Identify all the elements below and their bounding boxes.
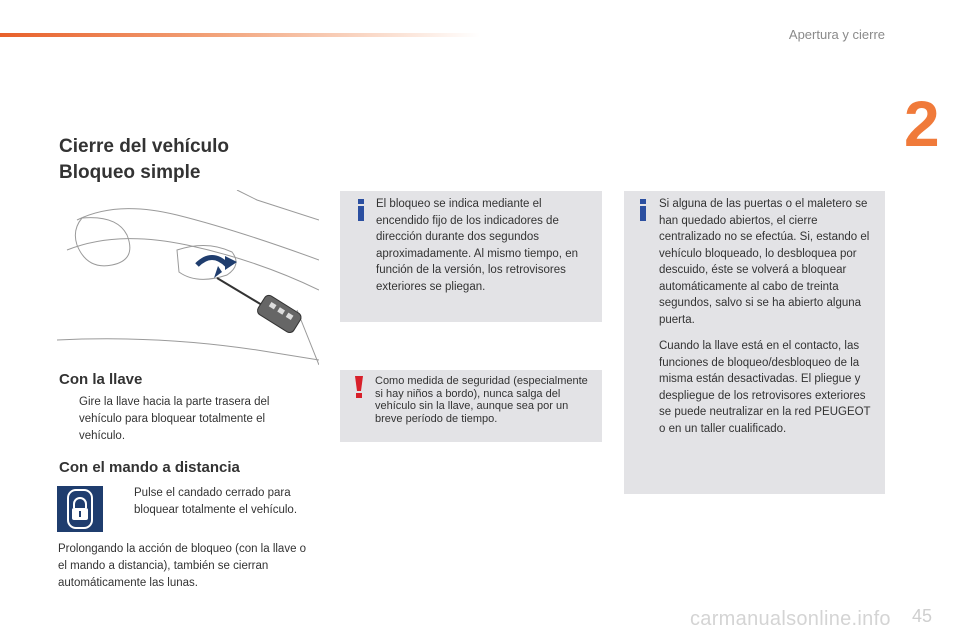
page-title [59,134,229,186]
info-icon [353,199,369,221]
watermark: carmanualsonline.info [690,608,891,630]
bullet-con-mando: Pulse el candado cerrado para bloquear totalmente el vehículo. [134,487,298,516]
info-box-bloqueo: El bloqueo se indica mediante el encendido fijo de los indicadores de dirección durante dos segundos aproximadamente. Al mismo tiempo, en función de la versión, los retrovisores exteriores se pliegan. [340,191,602,322]
title-line-1: Cierre del vehículo [59,136,230,157]
lock-button-icon [57,486,103,532]
section-header: Apertura y cierre [788,27,885,42]
paragraph-prolongando: Prolongando la acción de bloqueo (con la llave o el mando a distancia), también se cierran automáticamente las lunas. [58,543,307,589]
info-icon [635,199,651,221]
top-accent-bar [0,33,480,37]
heading-con-mando: Con el mando a distancia [59,459,240,476]
title-line-2: Bloqueo simple [59,162,201,183]
padlock-icon [57,486,103,532]
warning-icon [351,376,367,398]
heading-con-llave: Con la llave [59,371,143,388]
bullet-con-llave: Gire la llave hacia la parte trasera del vehículo para bloquear totalmente el vehículo. [79,396,270,442]
warning-box-seguridad: Como medida de seguridad (especialmente si hay niños a bordo), nunca salga del vehículo sin la llave, aunque sea por un breve período de tiempo. [340,370,602,442]
page-number: 45 [911,606,932,626]
chapter-number: 2 [904,88,940,160]
info-box-puertas: Si alguna de las puertas o el maletero se han quedado abiertos, el cierre centralizado no se efectúa. Si, estando el vehículo bloqueado, lo desbloquea por descuido, éste se volverá a bloquear automáticamente al cabo de treinta segundos, salvo si se ha abierto alguna puerta. Cuando la llave está en el contacto, las funciones de bloqueo/desbloqueo de la misma están desactivadas. El pliegue y despliegue de los retrovisores exteriores se puede neutralizar en la red PEUGEOT o en un taller cualificado. [624,191,885,494]
door-key-illustration [57,190,319,365]
